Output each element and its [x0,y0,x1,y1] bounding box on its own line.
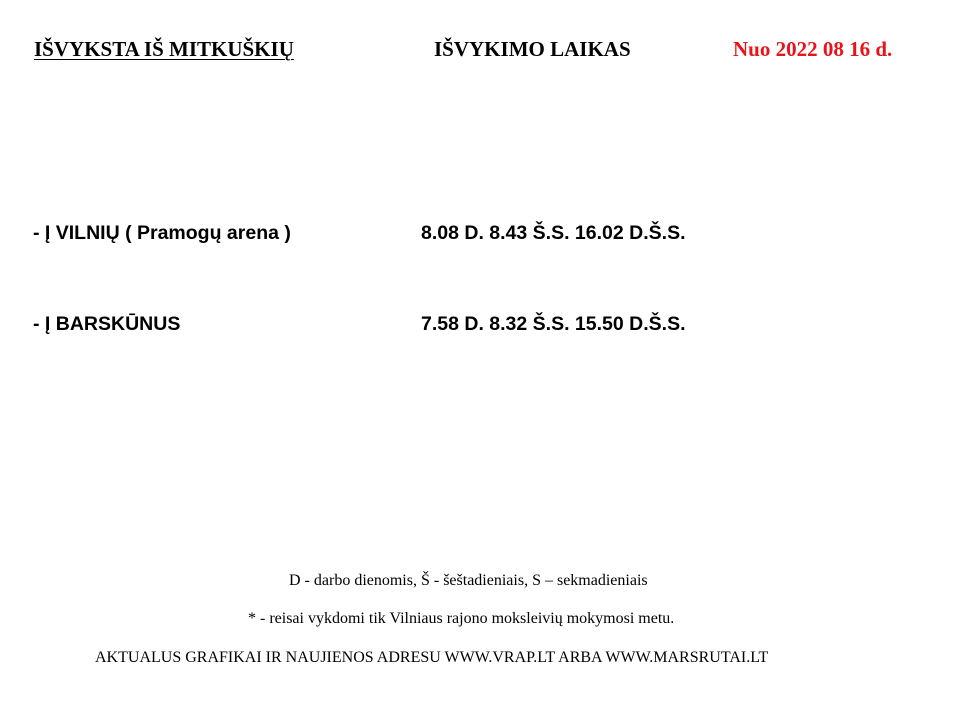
website-info: AKTUALUS GRAFIKAI IR NAUJIENOS ADRESU WWW.VRAP.LT ARBA WWW.MARSRUTAI.LT [95,649,769,666]
school-period-note: * - reisai vykdomi tik Vilniaus rajono moksleivių mokymosi metu. [248,610,675,627]
route-times-vilnius: 8.08 D. 8.43 Š.S. 16.02 D.Š.S. [421,222,686,244]
departure-time-heading: IŠVYKIMO LAIKAS [434,37,631,61]
day-legend: D - darbo dienomis, Š - šeštadieniais, S – sekmadieniais [289,572,648,589]
route-destination-vilnius: - Į VILNIŲ ( Pramogų arena ) [33,222,291,244]
valid-from-date: Nuo 2022 08 16 d. [733,37,893,61]
route-destination-barskunai: - Į BARSKŪNUS [33,313,181,335]
departure-stop-heading: IŠVYKSTA IŠ MITKUŠKIŲ [34,37,294,61]
route-times-barskunai: 7.58 D. 8.32 Š.S. 15.50 D.Š.S. [421,313,686,335]
